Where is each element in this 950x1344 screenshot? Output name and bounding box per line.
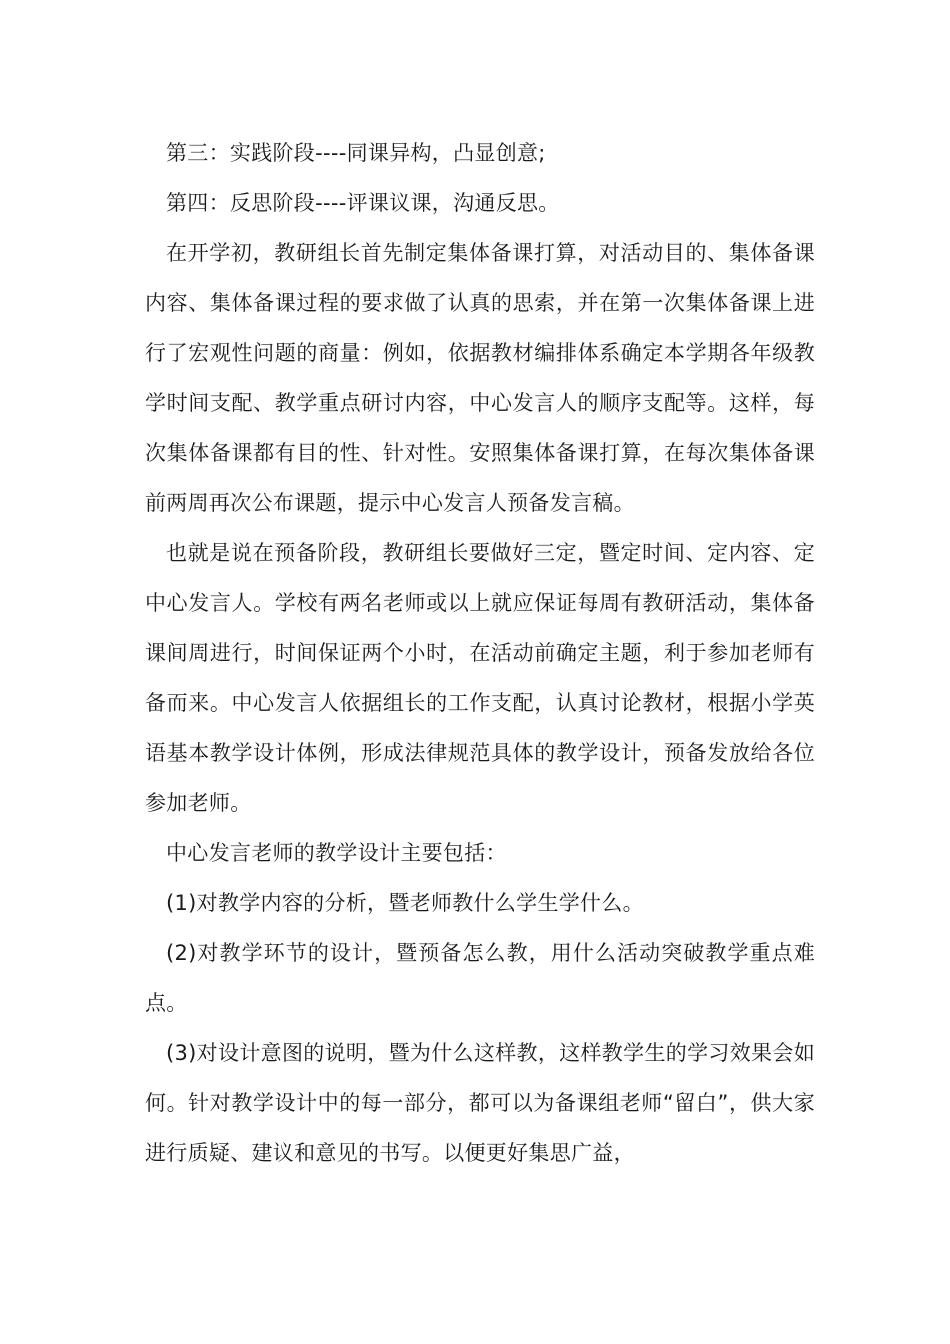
paragraph: 第四：反思阶段----评课议课，沟通反思。 bbox=[166, 191, 560, 215]
paragraph: (3)对设计意图的说明，暨为什么这样教，这样教学生的学习效果会如何。针对教学设计中的每一部分，都可以为备课组老师“留白”，供大家进行质疑、建议和意见的书写。以便更好集思广益， bbox=[145, 1041, 815, 1165]
paragraph: (2)对教学环节的设计，暨预备怎么教，用什么活动突破教学重点难点。 bbox=[145, 941, 815, 1015]
paragraph: 中心发言老师的教学设计主要包括： bbox=[166, 841, 507, 865]
paragraph: 在开学初，教研组长首先制定集体备课打算，对活动目的、集体备课内容、集体备课过程的要求做了认真的思索，并在第一次集体备课上进行了宏观性问题的商量：例如，依据教材编排体系确定本学期各年级教学时间支配、教学重点研讨内容，中心发言人的顺序支配等。这样，每次集体备课都有目的性、针对性。安照集体备课打算，在每次集体备课前两周再次公布课题，提示中心发言人预备发言稿。 bbox=[145, 241, 815, 515]
paragraph: (1)对教学内容的分析，暨老师教什么学生学什么。 bbox=[166, 891, 644, 915]
document-body bbox=[145, 128, 815, 1178]
paragraph: 也就是说在预备阶段，教研组长要做好三定，暨定时间、定内容、定中心发言人。学校有两名老师或以上就应保证每周有教研活动，集体备课间周进行，时间保证两个小时，在活动前确定主题，利于参加老师有备而来。中心发言人依据组长的工作支配，认真讨论教材，根据小学英语基本教学设计体例，形成法律规范具体的教学设计，预备发放给各位参加老师。 bbox=[145, 541, 815, 815]
paragraph: 第三：实践阶段----同课异构，凸显创意; bbox=[166, 141, 546, 165]
